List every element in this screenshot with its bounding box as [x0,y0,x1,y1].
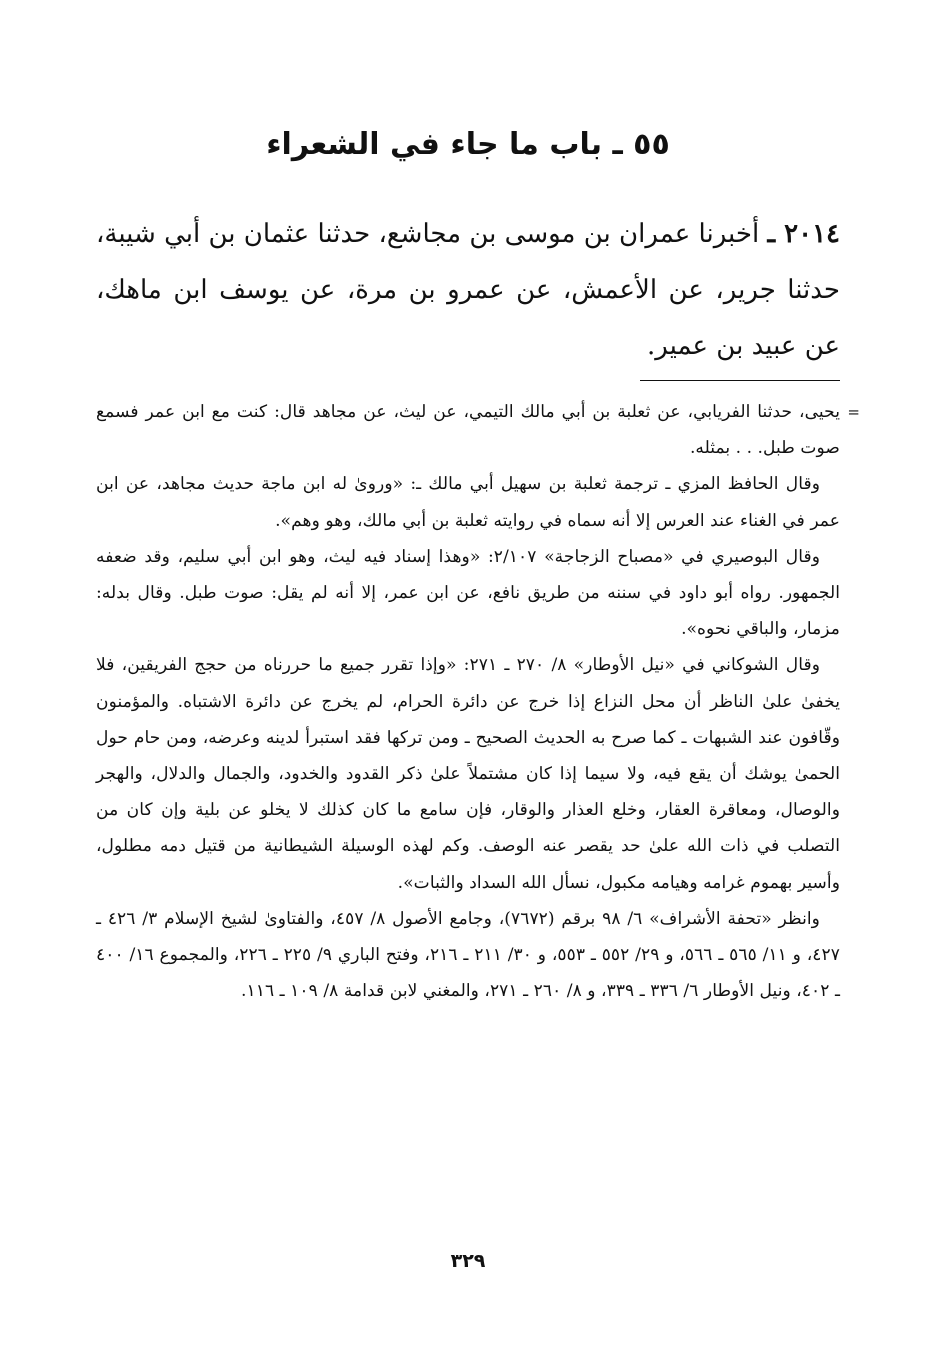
footnote-continued-mark: = [847,403,860,421]
footnote-paragraph: وقال الحافظ المزي ـ ترجمة ثعلبة بن سهيل أبي مالك ـ: «وروىٰ له ابن ماجة حديث مجاهد، عن ابن عمر في الغناء عند العرس إلا أنه سماه في روايته ثعلبة بن أبي مالك، وهو وهم». [96,474,840,531]
hadith-number: ٢٠١٤ ـ [767,219,841,249]
footnote-separator [640,380,840,381]
chapter-title: ٥٥ ـ باب ما جاء في الشعراء [266,127,670,162]
footnote-paragraph: وقال الشوكاني في «نيل الأوطار» ٨/ ٢٧٠ ـ ٢٧١: «وإذا تقرر جميع ما حررناه من حجج الفريقين، فلا يخفىٰ علىٰ الناظر أن محل النزاع إذا خرج عن دائرة الحرام، لم يخرج عن دائرة الاشتباه. والمؤمنون وقّافون عند الشبهات ـ كما صرح به الحديث الصحيح ـ ومن تركها فقد استبرأ لدينه وعرضه، ومن حام حول الحمىٰ يوشك أن يقع فيه، ولا سيما إذا كان مشتملاً علىٰ ذكر القدود والخدود، والجمال والدلال، والهجر والوصال، ومعاقرة العقار، وخلع العذار والوقار، فإن سامع ما كان كذلك لا يخلو عن بلية وإن كان من التصلب في ذات الله علىٰ حد يقصر عنه الوصف. وكم لهذه الوسيلة الشيطانية من قتيل دمه مطلول، وأسير بهموم غرامه وهيامه مكبول، نسأل الله السداد والثبات». [96,655,840,893]
hadith-body: أخبرنا عمران بن موسى بن مجاشع، حدثنا عثمان بن أبي شيبة، حدثنا جرير، عن الأعمش، عن عمرو بن مرة، عن يوسف ابن ماهك، عن عبيد بن عمير. [96,219,840,361]
footnote-paragraph: يحيى، حدثنا الفريابي، عن ثعلبة بن أبي مالك التيمي، عن ليث، عن مجاهد قال: كنت مع ابن عمر فسمع صوت طبل. . . بمثله. [96,402,840,459]
footnote-paragraph: وقال البوصيري في «مصباح الزجاجة» ٢/١٠٧: «وهذا إسناد فيه ليث، وهو ابن أبي سليم، وقد ضعفه الجمهور. رواه أبو داود في سننه من طريق نافع، عن ابن عمر، إلا أنه لم يقل: صوت طبل. وقال بدله: مزمار، والباقي نحوه». [96,546,840,640]
footnotes [96,394,860,1009]
hadith-text [96,206,840,374]
footnote-paragraph: وانظر «تحفة الأشراف» ٦/ ٩٨ برقم (٧٦٧٢)، وجامع الأصول ٨/ ٤٥٧، والفتاوىٰ لشيخ الإسلام ٣/ ٤٢٦ ـ ٤٢٧، و ١١/ ٥٦٥ ـ ٥٦٦، و ٢٩/ ٥٥٢ ـ ٥٥٣، و ٣٠/ ٢١١ ـ ٢١٦، وفتح الباري ٩/ ٢٢٥ ـ ٢٢٦، والمجموع ١٦/ ٤٠٠ ـ ٤٠٢، ونيل الأوطار ٦/ ٣٣٦ ـ ٣٣٩، و ٨/ ٢٦٠ ـ ٢٧١، والمغني لابن قدامة ٨/ ١٠٩ ـ ١١٦. [96,908,840,1002]
page-number: ٣٢٩ [450,1250,486,1272]
